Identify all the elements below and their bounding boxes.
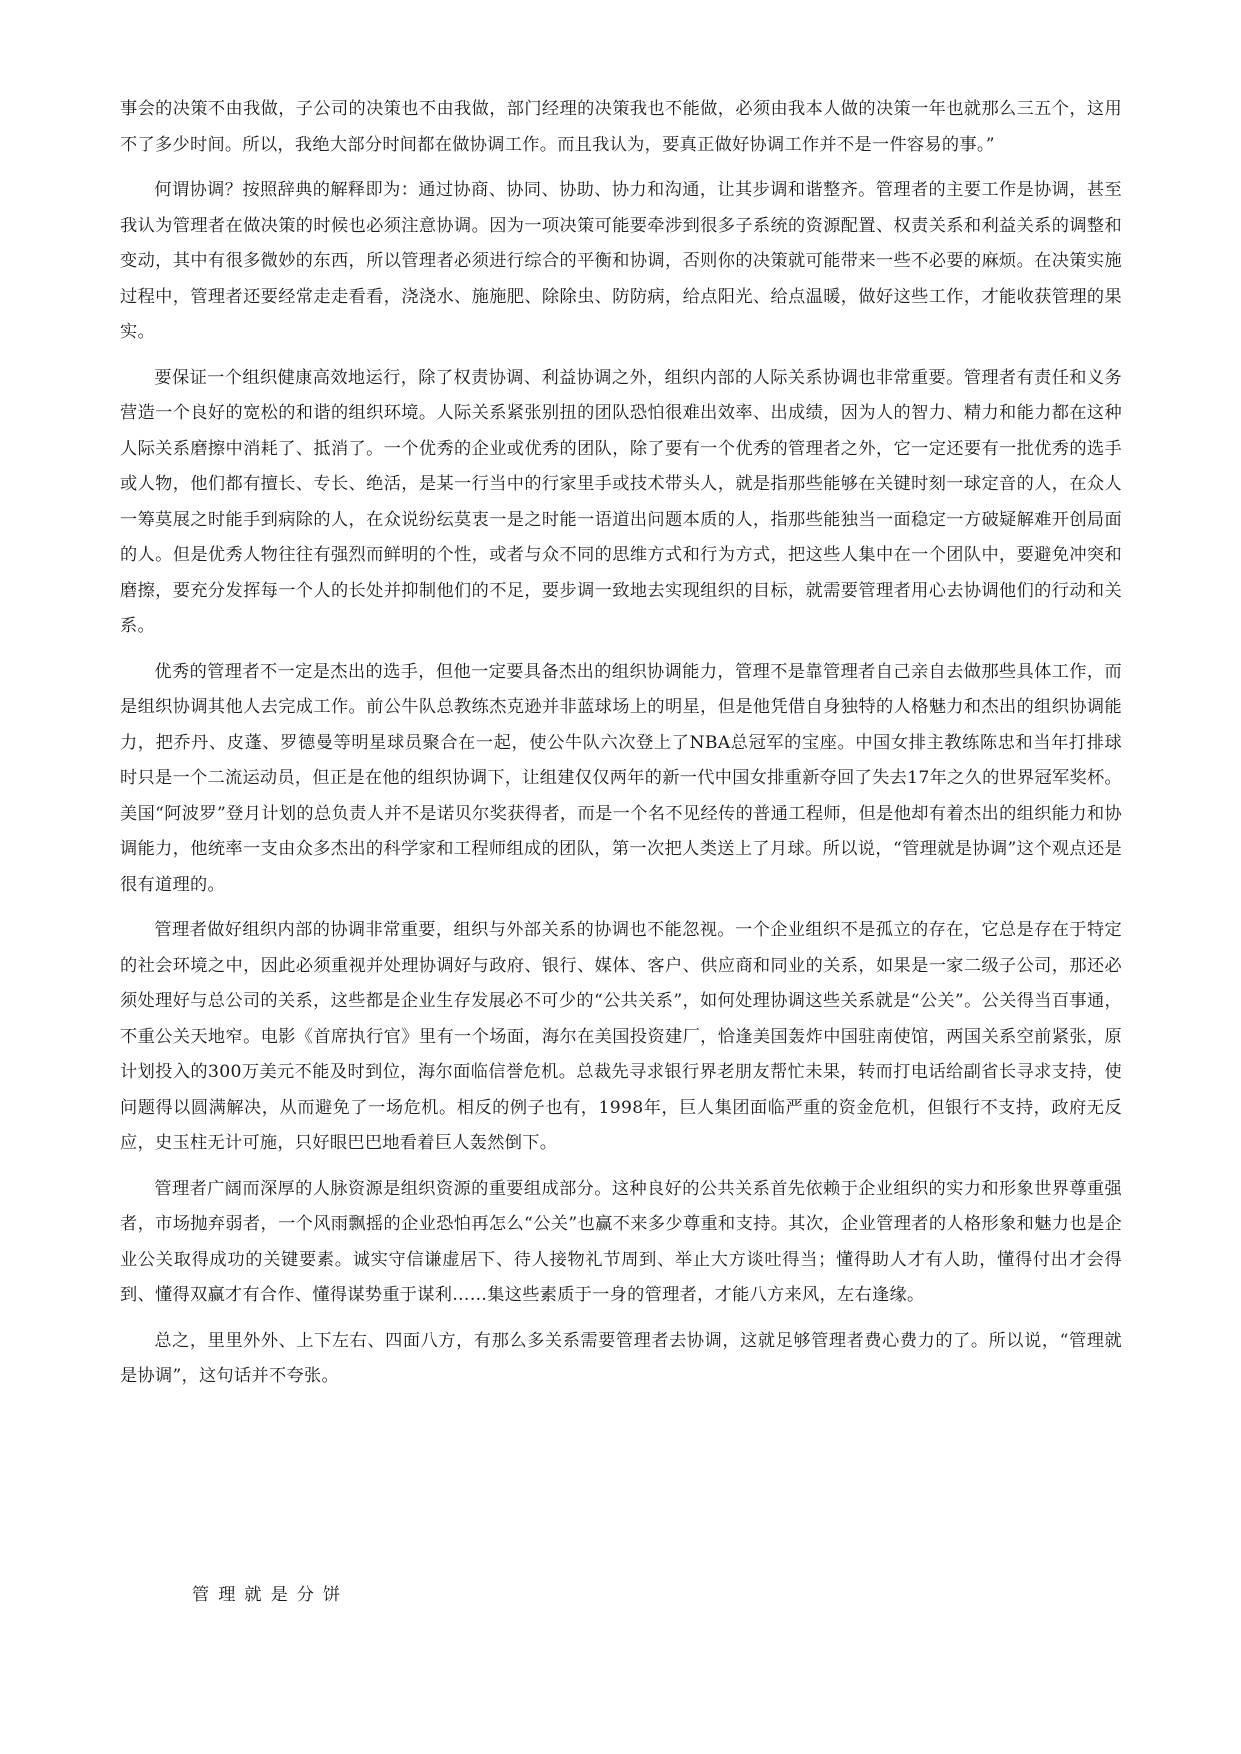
section-heading: 管理就是分饼 [192, 1585, 350, 1605]
paragraph: 管理者做好组织内部的协调非常重要，组织与外部关系的协调也不能忽视。一个企业组织不是孤立的存在，它总是存在于特定的社会环境之中，因此必须重视并处理协调好与政府、银行、媒体、客户、供应商和同业的关系，如果是一家二级子公司，那还必须处理好与总公司的关系，这些都是企业生存发展必不可少的“公共关系”，如何处理协调这些关系就是“公关”。公关得当百事通，不重公关天地窄。电影《首席执行官》里有一个场面，海尔在美国投资建厂，恰逢美国轰炸中国驻南使馆，两国关系空前紧张，原计划投入的300万美元不能及时到位，海尔面临信誉危机。总裁先寻求银行界老朋友帮忙未果，转而打电话给副省长寻求支持，使问题得以圆满解决，从而避免了一场危机。相反的例子也有，1998年，巨人集团面临严重的资金危机，但银行不支持，政府无反应，史玉柱无计可施，只好眼巴巴地看着巨人轰然倒下。 [120, 920, 1122, 1153]
paragraph-continued: 事会的决策不由我做，子公司的决策也不由我做，部门经理的决策我也不能做，必须由我本人做的决策一年也就那么三五个，这用不了多少时间。所以，我绝大部分时间都在做协调工作。而且我认为，要真正做好协调工作并不是一件容易的事。” [120, 99, 1122, 155]
document-body [120, 92, 1122, 1395]
paragraph: 要保证一个组织健康高效地运行，除了权责协调、利益协调之外，组织内部的人际关系协调也非常重要。管理者有责任和义务营造一个良好的宽松的和谐的组织环境。人际关系紧张别扭的团队恐怕很难出效率、出成绩，因为人的智力、精力和能力都在这种人际关系磨擦中消耗了、抵消了。一个优秀的企业或优秀的团队，除了要有一个优秀的管理者之外，它一定还要有一批优秀的选手或人物，他们都有擅长、专长、绝活，是某一行当中的行家里手或技术带头人，就是指那些能够在关键时刻一球定音的人，在众人一筹莫展之时能手到病除的人，在众说纷纭莫衷一是之时能一语道出问题本质的人，指那些能独当一面稳定一方破疑解难开创局面的人。但是优秀人物往往有强烈而鲜明的个性，或者与众不同的思维方式和行为方式，把这些人集中在一个团队中，要避免冲突和磨擦，要充分发挥每一个人的长处并抑制他们的不足，要步调一致地去实现组织的目标，就需要管理者用心去协调他们的行动和关系。 [120, 367, 1122, 636]
paragraph: 何谓协调？按照辞典的解释即为：通过协商、协同、协助、协力和沟通，让其步调和谐整齐。管理者的主要工作是协调，甚至我认为管理者在做决策的时候也必须注意协调。因为一项决策可能要牵涉到很多子系统的资源配置、权责关系和利益关系的调整和变动，其中有很多微妙的东西，所以管理者必须进行综合的平衡和协调，否则你的决策就可能带来一些不必要的麻烦。在决策实施过程中，管理者还要经常走走看看，浇浇水、施施肥、除除虫、防防病，给点阳光、给点温暖，做好这些工作，才能收获管理的果实。 [120, 180, 1122, 342]
paragraph: 总之，里里外外、上下左右、四面八方，有那么多关系需要管理者去协调，这就足够管理者费心费力的了。所以说，“管理就是协调”，这句话并不夸张。 [120, 1330, 1122, 1386]
paragraph: 优秀的管理者不一定是杰出的选手，但他一定要具备杰出的组织协调能力，管理不是靠管理者自己亲自去做那些具体工作，而是组织协调其他人去完成工作。前公牛队总教练杰克逊并非蓝球场上的明星，但是他凭借自身独特的人格魅力和杰出的组织协调能力，把乔丹、皮蓬、罗德曼等明星球员聚合在一起，使公牛队六次登上了NBA总冠军的宝座。中国女排主教练陈忠和当年打排球时只是一个二流运动员，但正是在他的组织协调下，让组建仅仅两年的新一代中国女排重新夺回了失去17年之久的世界冠军奖杯。美国“阿波罗”登月计划的总负责人并不是诺贝尔奖获得者，而是一个名不见经传的普通工程师，但是他却有着杰出的组织能力和协调能力，他统率一支由众多杰出的科学家和工程师组成的团队，第一次把人类送上了月球。所以说，“管理就是协调”这个观点还是很有道理的。 [120, 661, 1122, 895]
paragraph: 管理者广阔而深厚的人脉资源是组织资源的重要组成部分。这种良好的公共关系首先依赖于企业组织的实力和形象世界尊重强者，市场抛弃弱者，一个风雨飘摇的企业恐怕再怎么“公关”也赢不来多少尊重和支持。其次，企业管理者的人格形象和魅力也是企业公关取得成功的关键要素。诚实守信谦虚居下、待人接物礼节周到、举止大方谈吐得当；懂得助人才有人助，懂得付出才会得到、懂得双赢才有合作、懂得谋势重于谋利……集这些素质于一身的管理者，才能八方来风，左右逢缘。 [120, 1178, 1122, 1305]
